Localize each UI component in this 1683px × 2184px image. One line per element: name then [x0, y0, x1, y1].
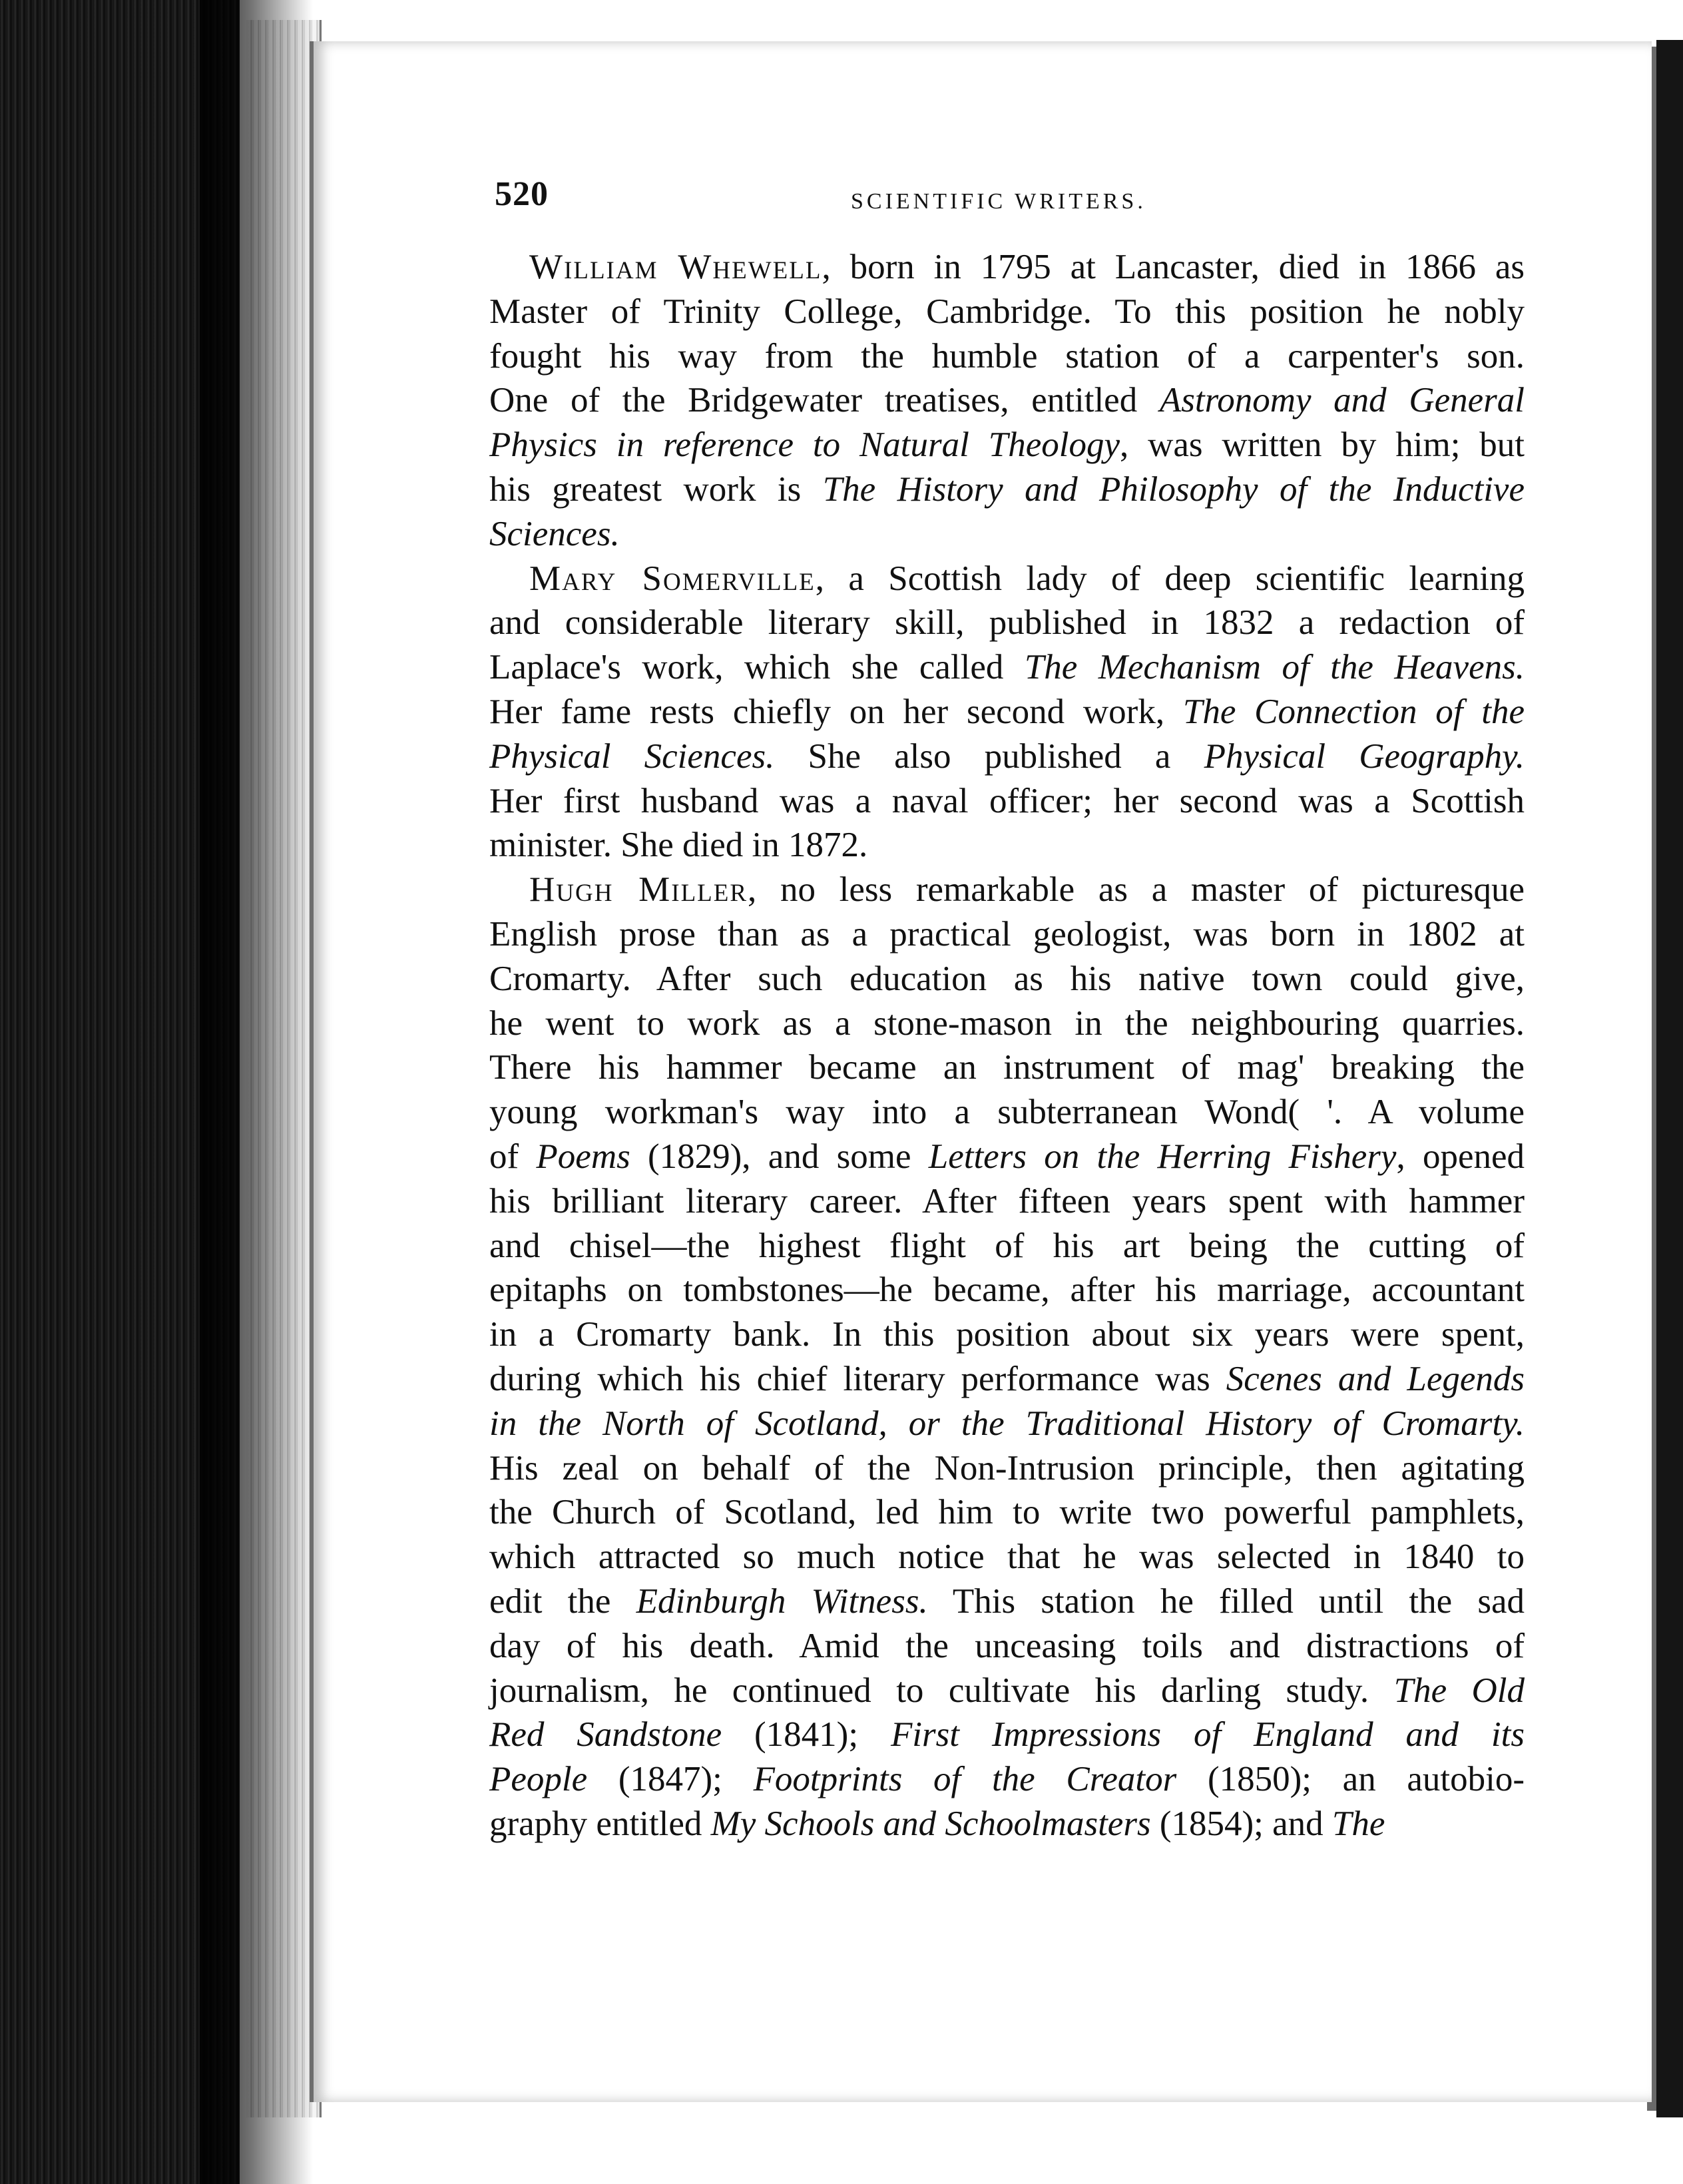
text-line: [489, 779, 1525, 824]
text-run: Laplace's work, which she called: [489, 648, 1025, 687]
italic-title: Physical Geography.: [1204, 736, 1525, 776]
text-line: [489, 1713, 1525, 1757]
right-book-edge: [1656, 40, 1683, 2117]
text-line: [489, 1579, 1525, 1624]
author-name: Hugh Miller: [529, 870, 748, 910]
text-line: [489, 1446, 1525, 1491]
paragraph: [489, 245, 1525, 557]
italic-title: Physics in reference to Natural Theology: [489, 425, 1120, 465]
text-line: [489, 1757, 1525, 1802]
text-run: the Church of Scotland, led him to write two powerful pamphlets,: [489, 1493, 1525, 1532]
italic-title: The Mechanism of the Heavens.: [1024, 648, 1525, 687]
italic-title: Scenes and Legends: [1226, 1359, 1525, 1398]
text-line: [489, 868, 1525, 912]
italic-title: Poems: [536, 1137, 630, 1176]
text-run: There his hammer became an instrument of mag' breaking the: [489, 1048, 1525, 1087]
italic-title: The History and Philosophy of the Inductive: [822, 469, 1525, 509]
text-run: Cromarty. After such education as his native town could give,: [489, 959, 1525, 998]
text-line: [489, 378, 1525, 423]
text-line: [489, 1802, 1525, 1846]
text-run: This station he filled until the sad: [927, 1581, 1525, 1621]
italic-title: Red Sandstone: [489, 1715, 722, 1755]
author-name: William Whewell: [529, 248, 822, 286]
text-run: Master of Trinity College, Cambridge. To this position he nobly: [489, 292, 1525, 331]
page-header: [495, 174, 1520, 228]
text-run: Her fame rests chiefly on her second work,: [489, 692, 1183, 731]
italic-title: People: [489, 1760, 588, 1799]
text-run: , opened: [1396, 1137, 1525, 1176]
text-run: young workman's way into a subterranean Wond( '. A volume: [489, 1093, 1525, 1132]
text-run: during which his chief literary performance was: [489, 1359, 1226, 1398]
text-line: [489, 645, 1525, 690]
text-run: journalism, he continued to cultivate his darling study.: [489, 1671, 1394, 1710]
text-line: [489, 1045, 1525, 1090]
text-run: (1841);: [722, 1715, 891, 1755]
text-line: [489, 690, 1525, 734]
text-run: Her first husband was a naval officer; her second was a Scottish: [489, 781, 1525, 820]
text-run: graphy entitled: [489, 1804, 711, 1843]
text-line: [489, 957, 1525, 1001]
text-run: in a Cromarty bank. In this position about six years were spent,: [489, 1315, 1525, 1354]
text-line: [489, 512, 1525, 557]
text-run: and chisel—the highest flight of his art being the cutting of: [489, 1226, 1525, 1265]
text-run: epitaphs on tombstones—he became, after his marriage, accountant: [489, 1270, 1525, 1310]
text-line: [489, 1268, 1525, 1312]
text-line: [489, 1624, 1525, 1669]
text-line: [489, 245, 1525, 290]
text-run: fought his way from the humble station of a carpenter's son.: [489, 336, 1525, 376]
text-run: His zeal on behalf of the Non-Intrusion principle, then agitating: [489, 1448, 1525, 1488]
text-line: [489, 1135, 1525, 1179]
text-line: [489, 1224, 1525, 1268]
italic-title: My Schools and Schoolmasters: [710, 1804, 1151, 1843]
text-run: (1850); an autobio-: [1176, 1760, 1525, 1799]
text-run: , was written by him; but: [1120, 425, 1525, 465]
paragraph: [489, 557, 1525, 868]
text-run: (1847);: [587, 1760, 754, 1799]
text-run: , no less remarkable as a master of picturesque: [748, 870, 1525, 910]
italic-title: Astronomy and General: [1159, 381, 1525, 420]
text-line: [489, 912, 1525, 957]
text-run: She also published a: [774, 736, 1204, 776]
text-run: (1829), and some: [630, 1137, 929, 1176]
body-text: [489, 245, 1525, 1846]
running-head: SCIENTIFIC WRITERS.: [851, 189, 1146, 214]
text-run: of: [489, 1137, 537, 1176]
text-line: [489, 423, 1525, 467]
text-line: [489, 823, 1525, 868]
italic-title: Letters on the Herring Fishery: [928, 1137, 1397, 1176]
text-run: he went to work as a stone-mason in the neighbouring quarries.: [489, 1003, 1525, 1043]
text-line: [489, 1001, 1525, 1046]
text-run: and considerable literary skill, published in 1832 a redaction of: [489, 603, 1525, 643]
italic-title: The: [1331, 1804, 1385, 1843]
text-line: [489, 1490, 1525, 1535]
text-line: [489, 1357, 1525, 1402]
text-line: [489, 1669, 1525, 1713]
text-line: [489, 1312, 1525, 1357]
text-run: (1854); and: [1150, 1804, 1332, 1843]
paragraph: [489, 868, 1525, 1846]
italic-title: Footprints of the Creator: [753, 1760, 1177, 1799]
text-line: [489, 467, 1525, 512]
text-line: [489, 290, 1525, 334]
italic-title: First Impressions of England and its: [890, 1715, 1525, 1755]
text-run: English prose than as a practical geologist, was born in 1802 at: [489, 914, 1525, 954]
text-run: One of the Bridgewater treatises, entitled: [489, 381, 1160, 420]
text-run: day of his death. Amid the unceasing toils and distractions of: [489, 1626, 1525, 1665]
text-line: [489, 1535, 1525, 1579]
author-name: Mary Somerville: [529, 559, 816, 598]
text-line: [489, 557, 1525, 601]
italic-title: The Connection of the: [1182, 692, 1525, 731]
binding-shadow: [200, 0, 313, 2184]
italic-title: Edinburgh Witness.: [636, 1581, 928, 1621]
text-run: edit the: [489, 1581, 636, 1621]
text-run: his brilliant literary career. After fifteen years spent with hammer: [489, 1181, 1525, 1221]
text-run: , born in 1795 at Lancaster, died in 1866 as: [822, 248, 1525, 286]
page-number: 520: [495, 175, 549, 213]
text-line: [489, 734, 1525, 779]
italic-title: Physical Sciences.: [489, 736, 775, 776]
text-line: [489, 601, 1525, 645]
text-line: [489, 1179, 1525, 1224]
text-run: , a Scottish lady of deep scientific learning: [815, 559, 1525, 598]
text-run: which attracted so much notice that he was selected in 1840 to: [489, 1537, 1525, 1577]
text-line: [489, 1402, 1525, 1446]
italic-title: Sciences.: [489, 514, 620, 553]
text-run: his greatest work is: [489, 469, 823, 509]
text-line: [489, 334, 1525, 379]
text-line: [489, 1090, 1525, 1135]
text-run: minister. She died in 1872.: [489, 826, 868, 865]
italic-title: in the North of Scotland, or the Traditional History of Cromarty.: [489, 1404, 1525, 1443]
italic-title: The Old: [1393, 1671, 1525, 1710]
